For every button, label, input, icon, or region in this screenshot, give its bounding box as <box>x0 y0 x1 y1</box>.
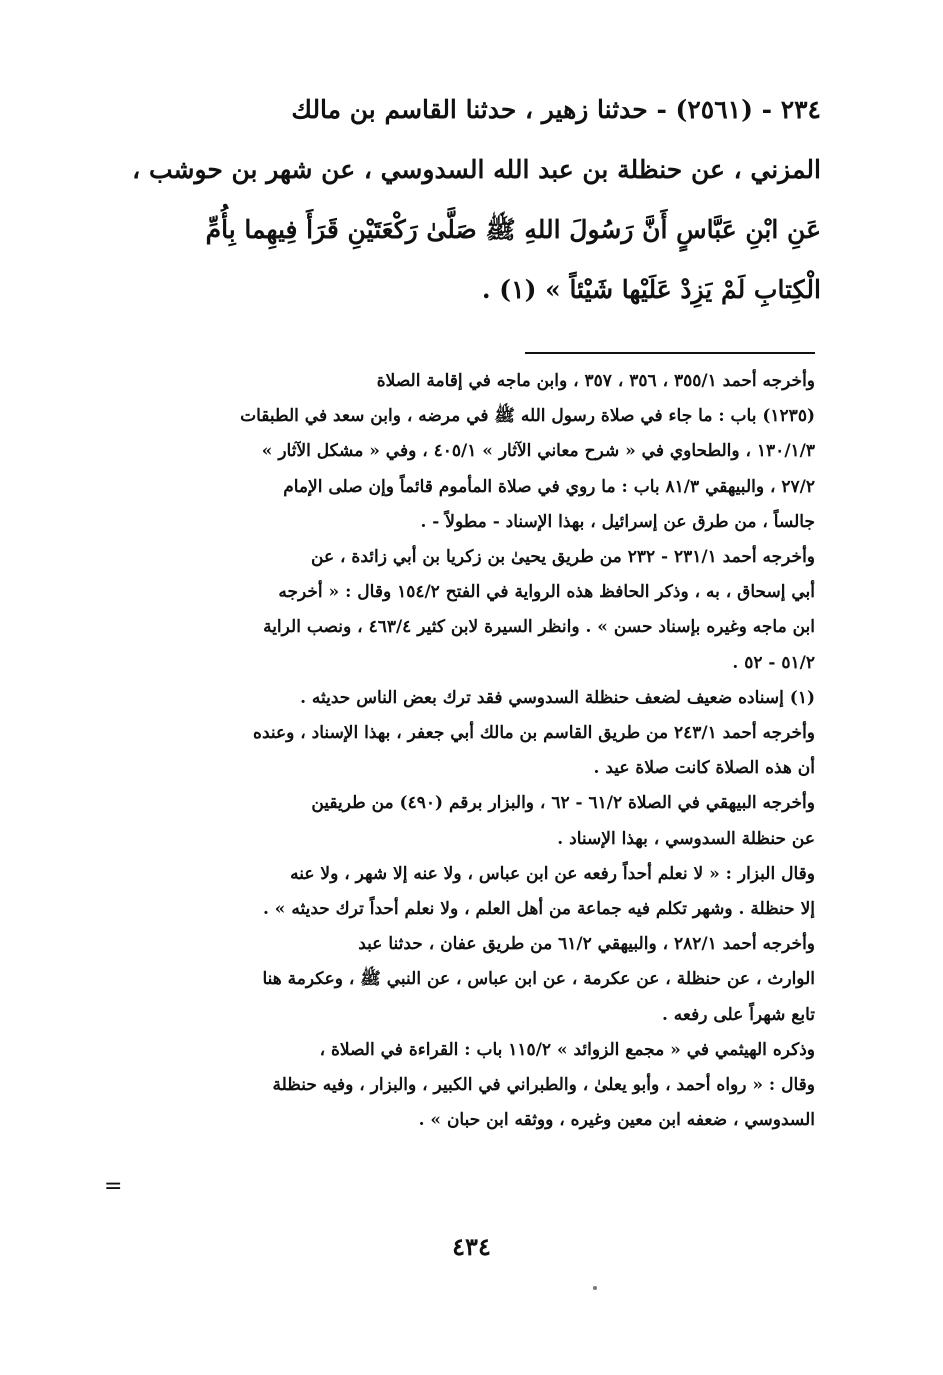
footnote-line: تابع شهراً على رفعه . <box>661 1004 815 1025</box>
footnote-line: أن هذه الصلاة كانت صلاة عيد . <box>593 758 815 779</box>
footnote-line: أبي إسحاق ، به ، وذكر الحافظ هذه الرواية في الفتح ١٥٤/٢ وقال : « أخرجه <box>278 582 815 603</box>
hadith-line: ٢٣٤ - (٢٥٦١) - حدثنا زهير ، حدثنا القاسم بن مالك <box>291 95 821 124</box>
page-number: ٤٣٤ <box>452 1232 491 1261</box>
footnote-line: ابن ماجه وغيره بإسناد حسن » . وانظر السيرة لابن كثير ٤٦٣/٤ ، ونصب الراية <box>263 617 815 638</box>
footnote-line: وأخرجه أحمد ٢٣١/١ - ٢٣٢ من طريق يحيىٰ بن زكريا بن أبي زائدة ، عن <box>311 547 815 568</box>
footnote-line: وأخرجه البيهقي في الصلاة ٦١/٢ - ٦٢ ، والبزار برقم (٤٩٠) من طريقين <box>311 793 815 814</box>
footnote-line: وذكره الهيثمي في « مجمع الزوائد » ١١٥/٢ باب : القراءة في الصلاة ، <box>319 1039 815 1060</box>
scan-speck <box>593 1286 597 1290</box>
footnote-line: (١) إسناده ضعيف لضعف حنظلة السدوسي فقد ترك بعض الناس حديثه . <box>300 687 815 708</box>
footnote-line: السدوسي ، ضعفه ابن معين وغيره ، ووثقه ابن حبان » . <box>418 1110 815 1131</box>
hadith-line: الْكِتابِ لَمْ يَزِدْ عَلَيْها شَيْئاً » (١) . <box>481 275 821 304</box>
footnote-line: وأخرجه أحمد ٣٥٥/١ ، ٣٥٦ ، ٣٥٧ ، وابن ماجه في إقامة الصلاة <box>376 371 815 391</box>
hadith-line: المزني ، عن حنظلة بن عبد الله السدوسي ، عن شهر بن حوشب ، <box>132 155 821 184</box>
hadith-line: عَنِ ابْنِ عَبَّاسٍ أَنَّ رَسُولَ اللهِ ﷺ صَلَّىٰ رَكْعَتَيْنِ قَرَأَ فِيهِما بِأُمِّ <box>205 215 821 244</box>
footnote-line: ٥١/٢ - ٥٢ . <box>732 652 815 673</box>
footnote-line: وقال البزار : « لا نعلم أحداً رفعه عن ابن عباس ، ولا عنه إلا شهر ، ولا عنه <box>290 863 815 884</box>
footnote-line: إلا حنظلة . وشهر تكلم فيه جماعة من أهل العلم ، ولا نعلم أحداً ترك حديثه » . <box>262 899 815 920</box>
footnotes <box>126 364 815 1138</box>
footnote-line: جالساً ، من طرق عن إسرائيل ، بهذا الإسناد - مطولاً - . <box>420 511 815 532</box>
hadith-text <box>124 80 821 320</box>
footnote-divider <box>525 352 815 354</box>
footnote-line: ٢٧/٢ ، والبيهقي ٨١/٣ باب : ما روي في صلاة المأموم قائماً وإن صلى الإمام <box>283 476 815 497</box>
footnote-line: وقال : « رواه أحمد ، وأبو يعلىٰ ، والطبراني في الكبير ، والبزار ، وفيه حنظلة <box>272 1075 815 1096</box>
footnote-line: الوارث ، عن حنظلة ، عن عكرمة ، عن ابن عباس ، عن النبي ﷺ ، وعكرمة هنا <box>262 969 815 990</box>
footnote-line: وأخرجه أحمد ٢٤٣/١ من طريق القاسم بن مالك أبي جعفر ، بهذا الإسناد ، وعنده <box>253 723 815 744</box>
footnote-line: وأخرجه أحمد ٢٨٢/١ ، والبيهقي ٦١/٢ من طريق عفان ، حدثنا عبد <box>358 934 815 955</box>
footnote-line: ١٣٠/١/٣ ، والطحاوي في « شرح معاني الآثار » ٤٠٥/١ ، وفي « مشكل الآثار » <box>261 441 815 462</box>
continuation-mark: = <box>104 1174 123 1199</box>
footnote-line: (١٢٣٥) باب : ما جاء في صلاة رسول الله ﷺ في مرضه ، وابن سعد في الطبقات <box>240 406 815 427</box>
footnote-line: عن حنظلة السدوسي ، بهذا الإسناد . <box>557 828 815 849</box>
